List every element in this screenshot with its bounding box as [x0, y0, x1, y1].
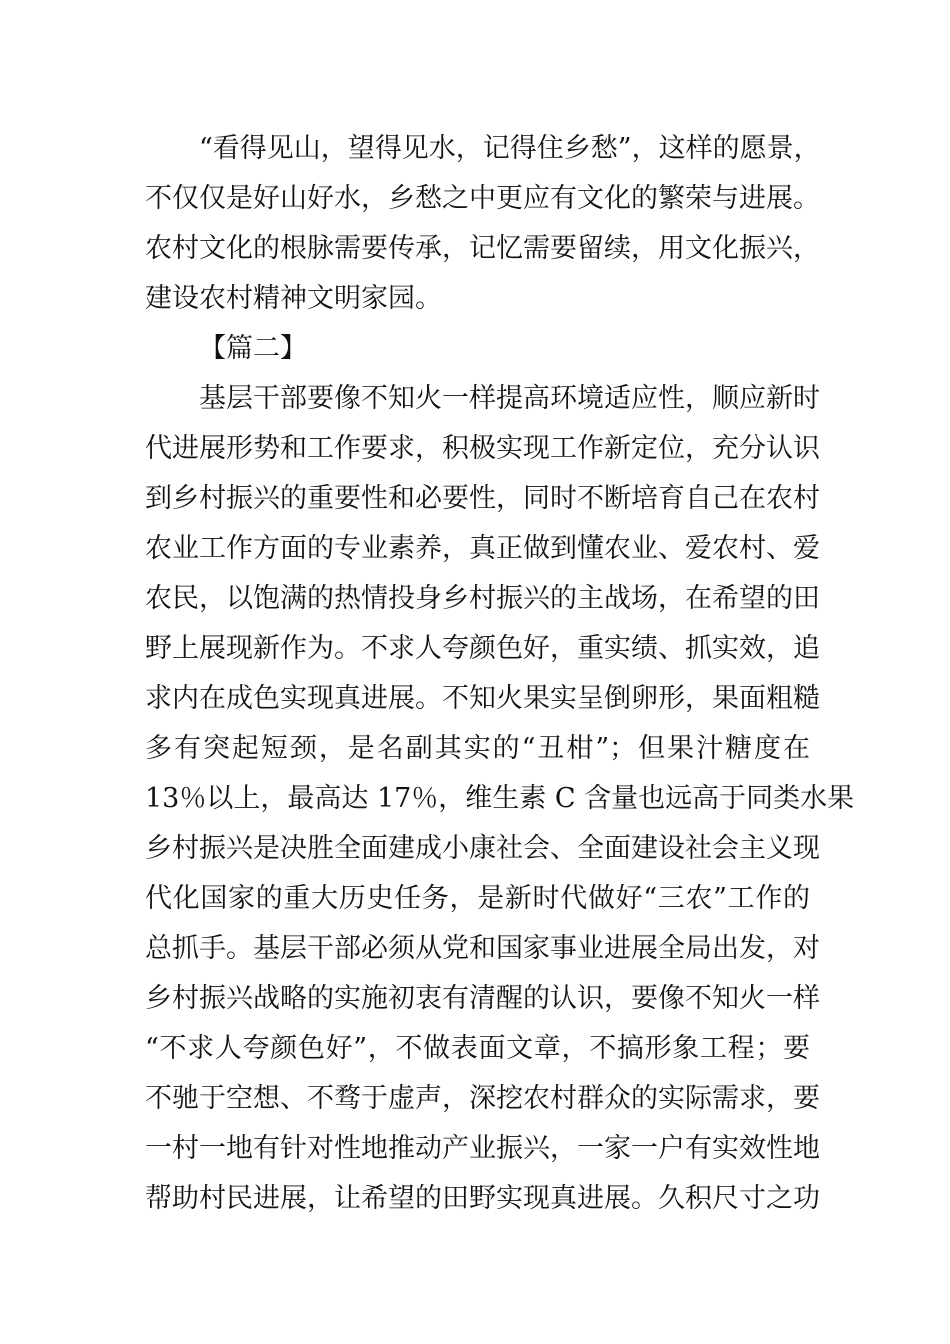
text-line: 建设农村精神文明家园。 [145, 283, 442, 314]
text-line: 到乡村振兴的重要性和必要性，同时不断培育自己在农村 [145, 483, 820, 514]
text-line: 基层干部要像不知火一样提高环境适应性，顺应新时 [199, 383, 820, 414]
text-line: 不仅仅是好山好水，乡愁之中更应有文化的繁荣与进展。 [145, 183, 820, 214]
text-line: 农民，以饱满的热情投身乡村振兴的主战场，在希望的田 [145, 583, 820, 614]
text-line: 农村文化的根脉需要传承，记忆需要留续，用文化振兴， [145, 233, 820, 264]
text-line: 不驰于空想、不骛于虚声，深挖农村群众的实际需求，要 [145, 1083, 820, 1114]
text-line: 代化国家的重大历史任务，是新时代做好“三农”工作的 [145, 883, 810, 914]
text-line: “看得见山，望得见水，记得住乡愁”，这样的愿景， [199, 133, 821, 164]
text-line: 野上展现新作为。不求人夸颜色好，重实绩、抓实效，追 [145, 633, 820, 664]
text-line: 多有突起短颈，是名副其实的“丑柑”；但果汁糖度在 [145, 733, 810, 764]
text-line: 帮助村民进展，让希望的田野实现真进展。久积尺寸之功 [145, 1183, 820, 1214]
text-line: 农业工作方面的专业素养，真正做到懂农业、爱农村、爱 [145, 533, 820, 564]
text-line: 13％以上，最高达 17％，维生素 C 含量也远高于同类水果 [145, 783, 855, 814]
section-heading: 【篇二】 [199, 333, 307, 364]
document-body [145, 124, 855, 1224]
text-line: “不求人夸颜色好”，不做表面文章，不搞形象工程；要 [145, 1033, 810, 1064]
text-line: 求内在成色实现真进展。不知火果实呈倒卵形，果面粗糙 [145, 683, 820, 714]
text-line: 代进展形势和工作要求，积极实现工作新定位，充分认识 [145, 433, 820, 464]
text-line: 乡村振兴是决胜全面建成小康社会、全面建设社会主义现 [145, 833, 820, 864]
text-line: 总抓手。基层干部必须从党和国家事业进展全局出发，对 [145, 933, 820, 964]
text-line: 乡村振兴战略的实施初衷有清醒的认识，要像不知火一样 [145, 983, 820, 1014]
text-line: 一村一地有针对性地推动产业振兴，一家一户有实效性地 [145, 1133, 820, 1164]
